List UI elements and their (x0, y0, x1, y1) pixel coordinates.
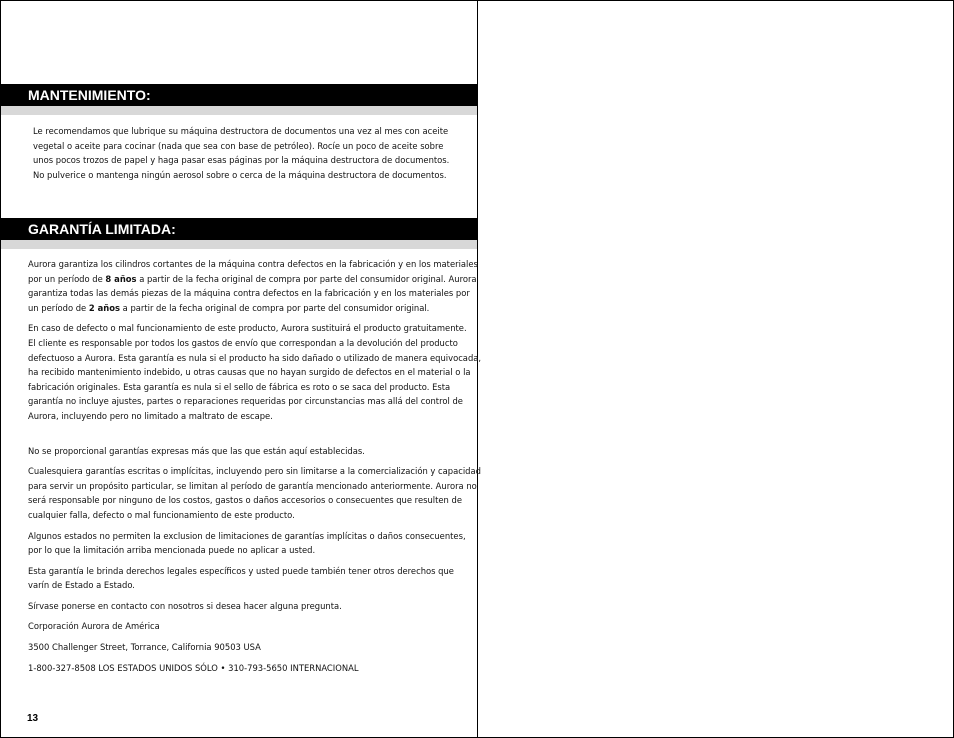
maintenance-body (33, 124, 449, 188)
warranty-paragraph-states (28, 529, 481, 558)
warranty-line-part: a partir de la fecha original de compra por parte del consumidor original. (119, 302, 430, 313)
warranty-line: varín de Estado a Estado. (28, 580, 135, 591)
warranty-paragraph-rights (28, 564, 481, 593)
warranty-line: Cualesquiera garantías escritas o implícitas, incluyendo pero sin limitarse a la comercialización y capacidad (28, 466, 481, 477)
maintenance-line: vegetal o aceite para cocinar (nada que sea con base de petróleo). Rocíe un poco de aceite sobre (33, 140, 444, 151)
warranty-line: No se proporcional garantías expresas más que las que están aquí establecidas. (28, 445, 365, 456)
warranty-line: Aurora garantiza los cilindros cortantes de la máquina contra defectos en la fabricación y en los materiales (28, 259, 478, 269)
page-number: 13 (27, 713, 39, 724)
maintenance-line: Le recomendamos que lubrique su máquina destructora de documentos una vez al mes con aceite (33, 126, 449, 136)
warranty-line-part: a partir de la fecha original de compra por parte del consumidor original. Aurora (136, 273, 477, 284)
warranty-line: Sírvase ponerse en contacto con nosotros si desea hacer alguna pregunta. (28, 600, 342, 611)
warranty-heading: GARANTÍA LIMITADA: (28, 221, 176, 237)
warranty-paragraph-coverage (28, 257, 481, 315)
warranty-line: garantía no incluye ajustes, partes o reparaciones requeridas por circunstancias mas allá del control de (28, 396, 463, 407)
maintenance-heading-band (1, 106, 477, 115)
warranty-line: fabricación originales. Esta garantía es nula si el sello de fábrica es roto o se saca del producto. Esta (28, 381, 451, 392)
warranty-line: Algunos estados no permiten la exclusion de limitaciones de garantías implícitas o daños consecuentes, (28, 530, 466, 541)
warranty-paragraph-defects (28, 321, 481, 423)
warranty-body (28, 257, 481, 681)
contact-phones: 1-800-327-8508 LOS ESTADOS UNIDOS SÓLO • 310-793-5650 INTERNACIONAL (28, 662, 359, 673)
warranty-heading-band (1, 240, 477, 249)
warranty-line: defectuoso a Aurora. Esta garantía es nula si el producto ha sido dañado o utilizado de manera equivocada, (28, 352, 482, 363)
warranty-term-2-years: 2 años (88, 302, 120, 313)
warranty-line: El cliente es responsable por todos los gastos de envío que correspondan a la devolución del producto (28, 337, 458, 348)
warranty-line: será responsable por ninguno de los costos, gastos o daños accesorios o consecuentes que resulten de (28, 495, 462, 506)
warranty-line: cualquier falla, defecto o mal funcionamiento de este producto. (28, 509, 295, 520)
maintenance-line: No pulverice o mantenga ningún aerosol sobre o cerca de la máquina destructora de documentos. (33, 169, 447, 180)
maintenance-line: unos pocos trozos de papel y haga pasar esas páginas por la máquina destructora de documentos. (33, 155, 450, 166)
warranty-line: Aurora, incluyendo pero no limitado a maltrato de escape. (28, 410, 273, 421)
warranty-line: ha recibido mantenimiento indebido, u otras causas que no hayan surgido de defectos en el material o la (28, 367, 471, 378)
warranty-paragraph-contact (28, 599, 481, 614)
warranty-line: para servir un propósito particular, se limitan al período de garantía mencionado anteriormente. Aurora no (28, 480, 477, 491)
contact-company: Corporación Aurora de América (28, 621, 160, 632)
warranty-paragraph-express (28, 444, 481, 459)
warranty-line: En caso de defecto o mal funcionamiento de este producto, Aurora sustituirá el producto gratuitamente. (28, 323, 467, 334)
maintenance-heading: MANTENIMIENTO: (28, 87, 151, 103)
warranty-line-part: un período de (28, 302, 89, 313)
contact-address: 3500 Challenger Street, Torrance, California 90503 USA (28, 642, 261, 653)
warranty-line: garantiza todas las demás piezas de la máquina contra defectos en la fabricación y en los materiales por (28, 288, 470, 299)
warranty-line: por lo que la limitación arriba mencionada puede no aplicar a usted. (28, 545, 316, 556)
maintenance-paragraph (33, 124, 449, 182)
warranty-line-part: por un período de (28, 273, 106, 284)
warranty-paragraph-implied (28, 464, 481, 522)
contact-block (28, 619, 481, 675)
warranty-heading-bar (1, 218, 477, 240)
warranty-line: Esta garantía le brinda derechos legales específicos y usted puede también tener otros derechos que (28, 565, 454, 576)
warranty-term-8-years: 8 años (105, 273, 137, 284)
maintenance-heading-bar (1, 84, 477, 106)
